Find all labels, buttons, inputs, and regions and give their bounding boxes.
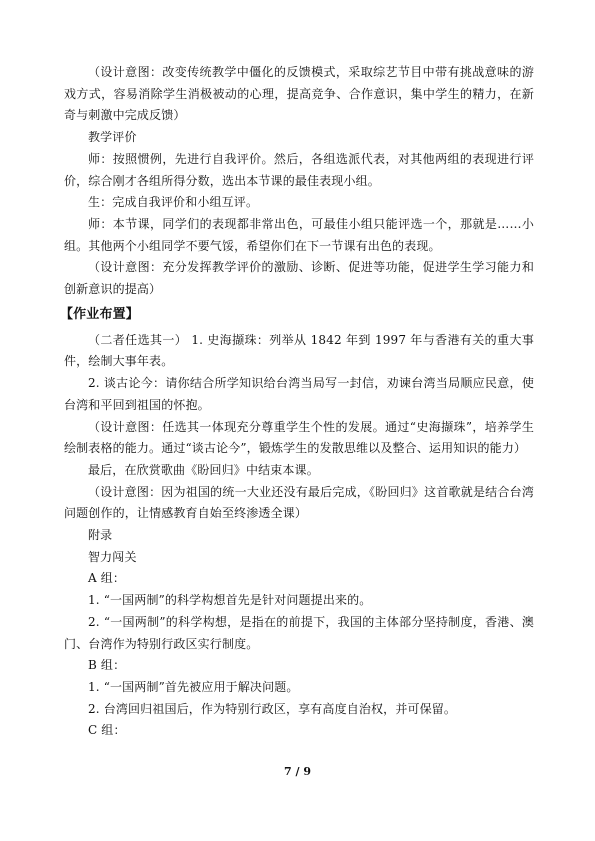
group-b-label: B 组： [88,658,126,673]
appendix-label: 附录 [88,528,113,543]
page-content [60,62,534,742]
section-heading-homework: 【作业布置】 [60,306,139,322]
closing-song: 最后，在欣赏歌曲《盼回归》中结束本课。 [88,462,319,477]
homework-option-1: （二者任选其一） 1. 史海撷珠：列举从 1842 年到 1997 年与香港有关的重大事件，绘制大事年表。 [64,332,534,369]
quiz-title: 智力闯关 [88,549,137,564]
design-intent-feedback: （设计意图：改变传统教学中僵化的反馈模式，采取综艺节目中带有挑战意味的游戏方式，容易消除学生消极被动的心理，提高竞争、合作意识，集中学生的精力，在新奇与刺激中完成反馈） [64,65,534,123]
group-a-question-1: 1. “一国两制”的科学构想首先是针对问题提出来的。 [88,593,372,608]
design-intent-homework: （设计意图：任选其一体现充分尊重学生个性的发展。通过“史海撷珠”，培养学生绘制表格的能力。通过“谈古论今”，锻炼学生的发散思维以及整合、运用知识的能力） [64,419,534,456]
group-a-label: A 组： [88,571,126,586]
group-b-question-1: 1. “一国两制”首先被应用于解决问题。 [88,679,299,694]
group-c-label: C 组： [88,723,126,738]
group-a-question-2: 2. “一国两制”的科学构想，是指在的前提下，我国的主体部分坚持制度，香港、澳门、台湾作为特别行政区实行制度。 [64,614,534,651]
design-intent-evaluation: （设计意图：充分发挥教学评价的激励、诊断、促进等功能，促进学生学习能力和创新意识的提高） [64,260,534,297]
homework-option-2: 2. 谈古论今：请你结合所学知识给台湾当局写一封信，劝谏台湾当局顺应民意，使台湾和平回到祖国的怀抱。 [64,376,534,412]
group-b-question-2: 2. 台湾回归祖国后，作为特别行政区，享有高度自治权，并可保留。 [88,701,457,716]
subheading-teaching-evaluation: 教学评价 [88,130,137,145]
teacher-evaluation-instruction: 师：按照惯例，先进行自我评价。然后，各组选派代表，对其他两组的表现进行评价，综合刚才各组所得分数，选出本节课的最佳表现小组。 [64,151,534,188]
student-evaluation: 生：完成自我评价和小组互评。 [88,195,259,210]
teacher-summary: 师：本节课，同学们的表现都非常出色，可最佳小组只能评选一个，那就是……小组。其他两个小组同学不要气馁，希望你们在下一节课有出色的表现。 [64,216,534,253]
page-number: 7 / 9 [284,765,311,778]
design-intent-song: （设计意图：因为祖国的统一大业还没有最后完成，《盼回归》这首歌就是结合台湾问题创作的，让情感教育自始至终渗透全课） [64,484,534,521]
